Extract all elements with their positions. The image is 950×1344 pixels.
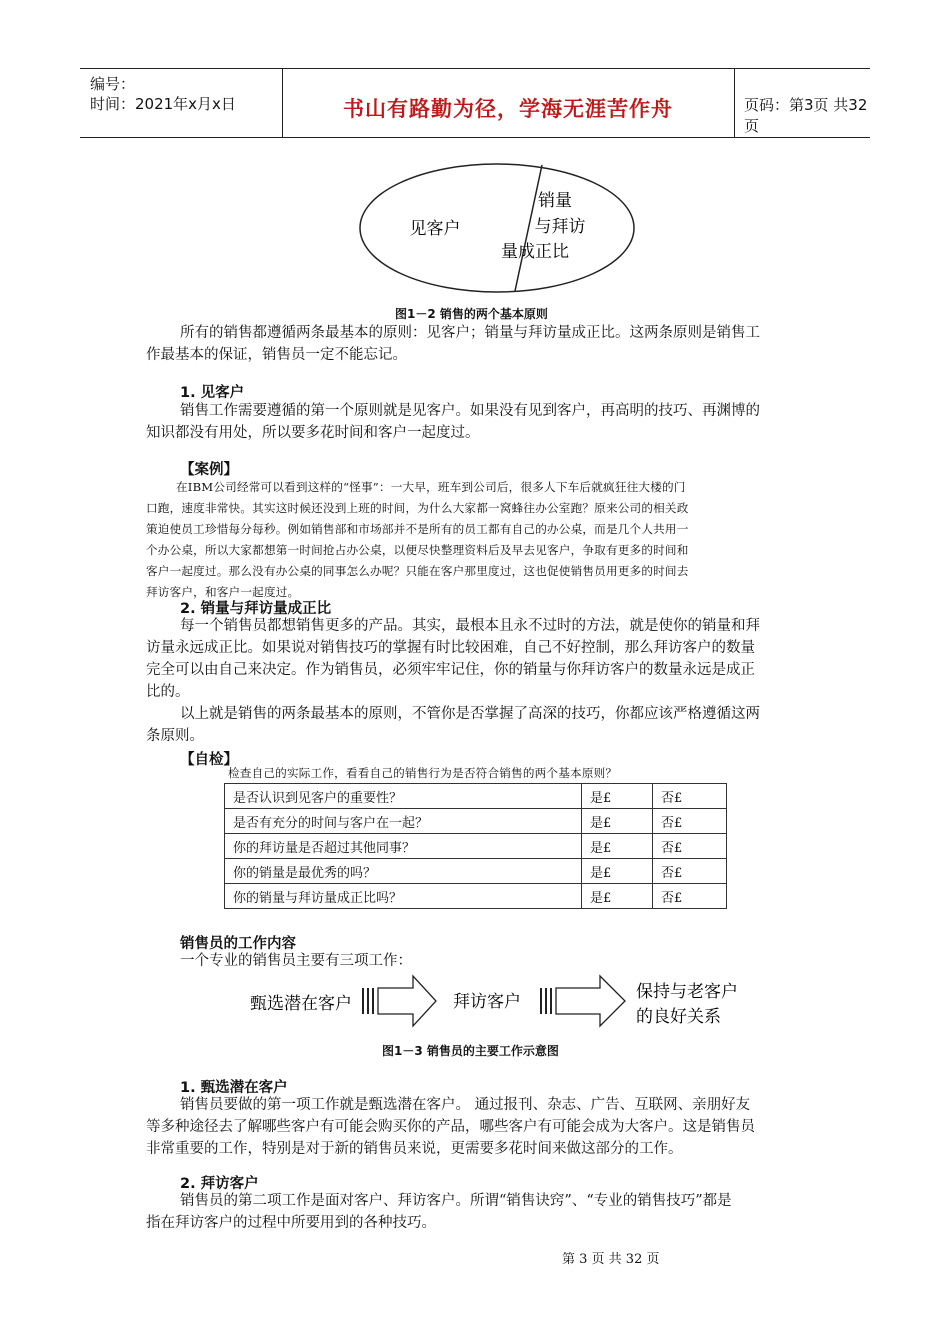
figure1-caption: 图1－2 销售的两个基本原则	[395, 307, 548, 321]
work-intro: 一个专业的销售员主要有三项工作：	[180, 953, 412, 969]
no-checkbox[interactable]: 否£	[653, 884, 727, 909]
case-line5: 客户一起度过。那么没有办公桌的同事怎么办呢？只能在客户那里度过，这也促使销售员用更多的时间去	[146, 564, 689, 578]
intro-line1: 所有的销售都遵循两条最基本的原则：见客户；销量与拜访量成正比。这两条原则是销售工	[180, 325, 760, 341]
figure2-caption: 图1－3 销售员的主要工作示意图	[382, 1044, 559, 1058]
question-cell: 是否有充分的时间与客户在一起？	[225, 809, 582, 834]
section4-heading: 2. 拜访客户	[180, 1176, 259, 1192]
header-motto-cell	[282, 69, 735, 137]
intro-line2: 作最基本的保证，销售员一定不能忘记。	[146, 347, 407, 363]
section1-line2: 知识都没有用处，所以要多花时间和客户一起度过。	[146, 425, 480, 441]
section2-para2-line1: 以上就是销售的两条最基本的原则，不管你是否掌握了高深的技巧，你都应该严格遵循这两	[180, 706, 760, 722]
work-flow-diagram	[240, 972, 750, 1038]
flow-step2-text: 拜访客户	[453, 992, 521, 1012]
document-time-label: 时间：2021年x月x日	[90, 95, 236, 113]
flow-step3-line2: 的良好关系	[636, 1007, 721, 1027]
case-line2: 口跑，速度非常快。其实这时候还没到上班的时间，为什么大家都一窝蜂往办公室跑？原来公司的相关政	[146, 501, 689, 515]
section4-line1: 销售员的第二项工作是面对客户、拜访客户。所谓“销售诀窍”、“专业的销售技巧”都是	[180, 1193, 732, 1209]
section2-line1: 每一个销售员都想销售更多的产品。其实，最根本且永不过时的方法，就是使你的销量和拜	[180, 618, 760, 634]
section3-line3: 非常重要的工作，特别是对于新的销售员来说，更需要多花时间来做这部分的工作。	[146, 1141, 683, 1157]
question-cell: 你的销量是最优秀的吗？	[225, 859, 582, 884]
section1-heading: 1. 见客户	[180, 385, 245, 401]
header-page-label: 页码：第3页 共32页	[744, 96, 868, 135]
section3-line1: 销售员要做的第一项工作就是甄选潜在客户。 通过报刊、杂志、广告、互联网、亲朋好友	[180, 1097, 751, 1113]
no-checkbox[interactable]: 否£	[653, 859, 727, 884]
flow-step3-line1: 保持与老客户	[636, 982, 738, 1002]
section2-heading: 2. 销量与拜访量成正比	[180, 601, 332, 617]
case-line4: 个办公桌，所以大家都想第一时间抢占办公桌，以便尽快整理资料后及早去见客户，争取有更多的时间和	[146, 543, 689, 557]
work-heading: 销售员的工作内容	[180, 936, 296, 952]
question-cell: 是否认识到见客户的重要性？	[225, 784, 582, 809]
section1-line1: 销售工作需要遵循的第一个原则就是见客户。如果没有见到客户，再高明的技巧、再渊博的	[180, 403, 760, 419]
section4-line2: 指在拜访客户的过程中所要用到的各种技巧。	[146, 1215, 436, 1231]
yes-checkbox[interactable]: 是£	[582, 834, 653, 859]
table-row	[225, 809, 727, 834]
two-principles-diagram	[355, 160, 640, 296]
yes-checkbox[interactable]: 是£	[582, 859, 653, 884]
case-line3: 策迫使员工珍惜每分每秒。例如销售部和市场部并不是所有的员工都有自己的办公桌，而是几个人共用一	[146, 522, 689, 536]
flow-step1-text: 甄选潜在客户	[250, 994, 352, 1014]
case-line6: 拜访客户，和客户一起度过。	[146, 585, 300, 599]
question-cell: 你的销量与拜访量成正比吗？	[225, 884, 582, 909]
yes-checkbox[interactable]: 是£	[582, 784, 653, 809]
section2-line4: 比的。	[146, 684, 190, 700]
case-label: 【案例】	[180, 462, 238, 478]
yes-checkbox[interactable]: 是£	[582, 809, 653, 834]
diagram-right-line1: 销量	[538, 191, 572, 211]
header-meta-cell	[80, 69, 283, 137]
selfcheck-label: 【自检】	[180, 752, 238, 768]
header-motto: 书山有路勤为径，学海无涯苦作舟	[343, 97, 673, 121]
flow-arrow-1	[362, 976, 436, 1026]
table-row	[225, 834, 727, 859]
header-page-cell	[734, 69, 870, 137]
diagram-right-line3: 量成正比	[501, 242, 569, 262]
no-checkbox[interactable]: 否£	[653, 834, 727, 859]
case-line1: 在IBM公司经常可以看到这样的“怪事”：一大早，班车到公司后，很多人下车后就疯狂往大楼的门	[176, 480, 686, 494]
diagram-left-text: 见客户	[409, 219, 461, 239]
yes-checkbox[interactable]: 是£	[582, 884, 653, 909]
section3-heading: 1. 甄选潜在客户	[180, 1080, 288, 1096]
page-header	[80, 68, 870, 138]
no-checkbox[interactable]: 否£	[653, 809, 727, 834]
question-cell: 你的拜访量是否超过其他同事？	[225, 834, 582, 859]
flow-arrow-2	[540, 976, 625, 1026]
selfcheck-table	[224, 783, 727, 909]
table-row	[225, 784, 727, 809]
section2-line2: 访量永远成正比。如果说对销售技巧的掌握有时比较困难，自己不好控制，那么拜访客户的数量	[146, 640, 755, 656]
diagram-right-line2: 与拜访	[534, 217, 586, 237]
table-row	[225, 884, 727, 909]
table-row	[225, 859, 727, 884]
no-checkbox[interactable]: 否£	[653, 784, 727, 809]
selfcheck-instruction: 检查自己的实际工作，看看自己的销售行为是否符合销售的两个基本原则？	[228, 766, 618, 780]
section2-line3: 完全可以由自己来决定。作为销售员，必须牢牢记住，你的销量与你拜访客户的数量永远是成正	[146, 662, 755, 678]
diagram-ellipse	[360, 164, 634, 292]
page-footer: 第 3 页 共 32 页	[562, 1252, 660, 1267]
section3-line2: 等多种途径去了解哪些客户有可能会购买你的产品，哪些客户有可能会成为大客户。这是销售员	[146, 1119, 755, 1135]
document-number-label: 编号：	[90, 75, 136, 93]
section2-para2-line2: 条原则。	[146, 728, 204, 744]
